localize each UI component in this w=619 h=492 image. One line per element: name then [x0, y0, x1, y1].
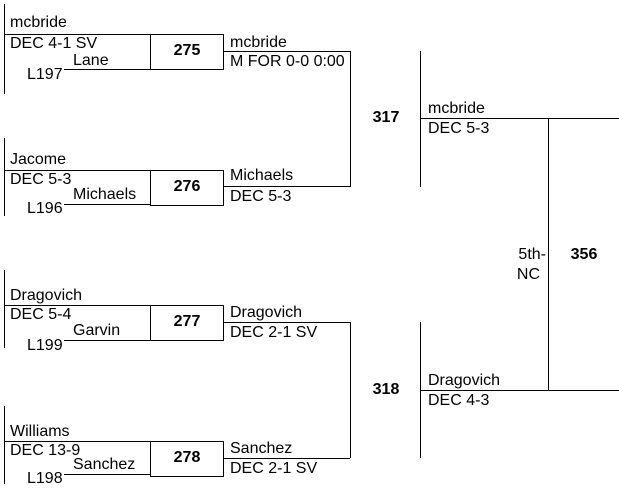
match-result: DEC 2-1 SV	[230, 460, 318, 477]
bracket-line	[420, 118, 619, 119]
competitor-name: Michaels	[230, 167, 294, 184]
bracket-line	[64, 474, 150, 475]
match-result: DEC 5-3	[428, 120, 490, 137]
competitor-name: mcbride	[10, 14, 67, 31]
bracket-line	[223, 170, 224, 205]
place-label: 5th-	[518, 246, 546, 263]
loser-bout-ref: L199	[27, 337, 63, 354]
bracket-line	[4, 270, 5, 348]
bout-number: 278	[173, 449, 201, 466]
bout-number: 318	[372, 381, 400, 398]
bracket-line	[420, 51, 421, 187]
match-result: DEC 5-3	[10, 171, 72, 188]
competitor-name: Sanchez	[230, 440, 293, 457]
bracket-line	[223, 305, 224, 340]
loser-bout-ref: L197	[27, 66, 63, 83]
loser-bout-ref: L196	[27, 200, 63, 217]
match-result: DEC 4-1 SV	[10, 35, 98, 52]
bracket-line	[223, 458, 350, 459]
bout-number: 317	[372, 109, 400, 126]
bracket-line	[4, 138, 5, 216]
competitor-name: mcbride	[230, 34, 287, 51]
bracket-line	[350, 322, 351, 458]
match-result: DEC 5-3	[230, 188, 292, 205]
competitor-name: Jacome	[10, 151, 67, 168]
competitor-name: Garvin	[73, 322, 121, 339]
bracket-line	[64, 340, 150, 341]
bout-number: 276	[173, 178, 201, 195]
match-result: DEC 2-1 SV	[230, 324, 318, 341]
bracket-line	[548, 118, 549, 390]
bracket-line	[4, 406, 5, 484]
bracket-line	[223, 34, 224, 69]
bracket-line	[223, 51, 350, 52]
bracket-line	[4, 4, 5, 94]
bout-number: 356	[570, 246, 598, 263]
match-result: DEC 5-4	[10, 306, 72, 323]
bracket-line	[64, 69, 150, 70]
match-result: DEC 13-9	[10, 442, 81, 459]
competitor-name: Michaels	[73, 186, 137, 203]
bracket-line	[420, 390, 619, 391]
competitor-name: Williams	[10, 423, 70, 440]
competitor-name: Sanchez	[73, 456, 136, 473]
match-result: DEC 4-3	[428, 392, 490, 409]
competitor-name: Dragovich	[10, 287, 83, 304]
place-label: NC	[516, 266, 540, 283]
bout-number: 275	[173, 42, 201, 59]
loser-bout-ref: L198	[27, 470, 63, 487]
bout-number: 277	[173, 313, 201, 330]
match-result: M FOR 0-0 0:00	[230, 53, 345, 70]
bracket-line	[223, 322, 350, 323]
bracket-line	[64, 204, 150, 205]
competitor-name: Dragovich	[428, 372, 501, 389]
competitor-name: mcbride	[428, 100, 485, 117]
bracket-line	[223, 186, 350, 187]
bracket-line	[350, 51, 351, 187]
bracket-line	[223, 441, 224, 476]
competitor-name: Lane	[73, 52, 109, 69]
competitor-name: Dragovich	[230, 304, 303, 321]
